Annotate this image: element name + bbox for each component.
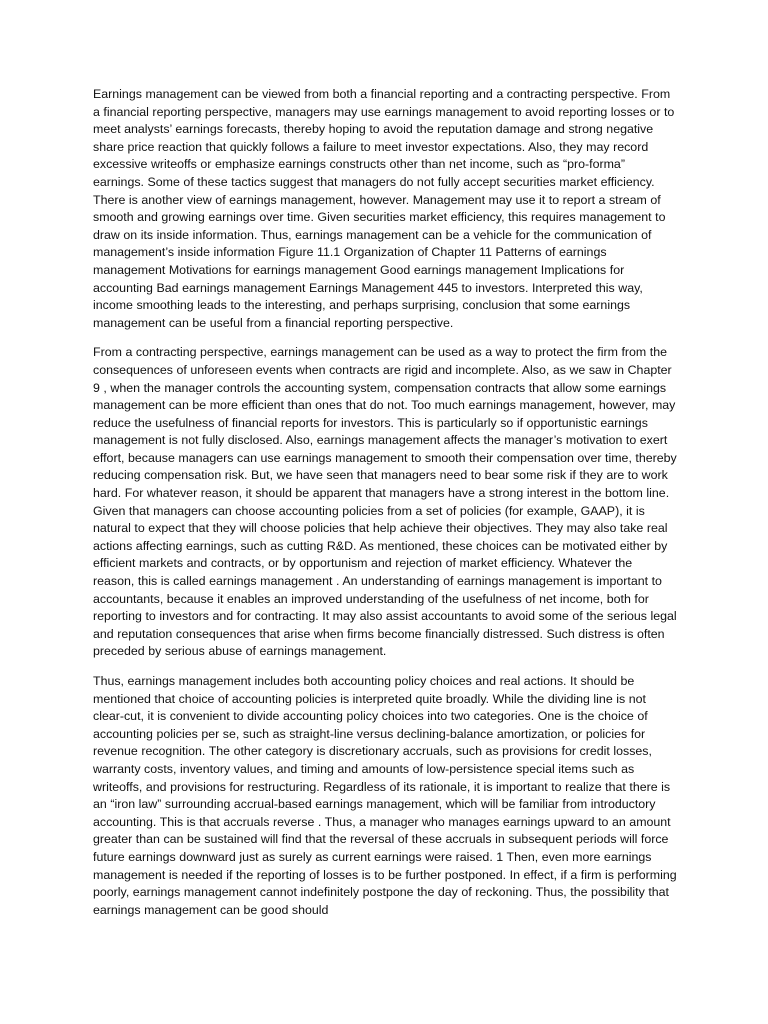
paragraph-3: Thus, earnings management includes both accounting policy choices and real actions. It should be mentioned that choice of accounting policies is interpreted quite broadly. While the dividing line is not clear-cut, it is convenient to divide accounting policy choices into two categories. One is the choice of accounting policies per se, such as straight-line versus declining-balance amortization, or policies for revenue recognition. The other category is discretionary accruals, such as provisions for credit losses, warranty costs, inventory values, and timing and amounts of low-persistence special items such as writeoffs, and provisions for restructuring. Regardless of its rationale, it is important to realize that there is an “iron law” surrounding accrual-based earnings management, which will be familiar from introductory accounting. This is that accruals reverse . Thus, a manager who manages earnings upward to an amount greater than can be sustained will find that the reversal of these accruals in subsequent periods will force future earnings downward just as surely as current earnings were raised. 1 Then, even more earnings management is needed if the reporting of losses is to be further postponed. In effect, if a firm is performing poorly, earnings management cannot indefinitely postpone the day of reckoning. Thus, the possibility that earnings management can be good should: [93, 674, 677, 917]
paragraph-2: From a contracting perspective, earnings management can be used as a way to protect the firm from the consequences of unforeseen events when contracts are rigid and incomplete. Also, as we saw in Chapter 9 , when the manager controls the accounting system, compensation contracts that allow some earnings management can be more efficient than ones that do not. Too much earnings management, however, may reduce the usefulness of financial reports for investors. This is particularly so if opportunistic earnings management is not fully disclosed. Also, earnings management affects the manager’s motivation to exert effort, because managers can use earnings management to smooth their compensation over time, thereby reducing compensation risk. But, we have seen that managers need to bear some risk if they are to work hard. For whatever reason, it should be apparent that managers have a strong interest in the bottom line. Given that managers can choose accounting policies from a set of policies (for example, GAAP), it is natural to expect that they will choose policies that help achieve their objectives. They may also take real actions affecting earnings, such as cutting R&D. As mentioned, these choices can be motivated either by efficient markets and contracts, or by opportunism and rejection of market efficiency. Whatever the reason, this is called earnings management . An understanding of earnings management is important to accountants, because it enables an improved understanding of the usefulness of net income, both for reporting to investors and for contracting. It may also assist accountants to avoid some of the serious legal and reputation consequences that arise when firms become financially distressed. Such distress is often preceded by serious abuse of earnings management.: [93, 345, 677, 659]
document-body: [93, 86, 677, 931]
paragraph-1: Earnings management can be viewed from both a financial reporting and a contracting perspective. From a financial reporting perspective, managers may use earnings management to avoid reporting losses or to meet analysts’ earnings forecasts, thereby hoping to avoid the reputation damage and strong negative share price reaction that quickly follows a failure to meet investor expectations. Also, they may record excessive writeoffs or emphasize earnings constructs other than net income, such as “pro-forma” earnings. Some of these tactics suggest that managers do not fully accept securities market efficiency. There is another view of earnings management, however. Management may use it to report a stream of smooth and growing earnings over time. Given securities market efficiency, this requires management to draw on its inside information. Thus, earnings management can be a vehicle for the communication of management’s inside information Figure 11.1 Organization of Chapter 11 Patterns of earnings management Motivations for earnings management Good earnings management Implications for accounting Bad earnings management Earnings Management 445 to investors. Interpreted this way, income smoothing leads to the interesting, and perhaps surprising, conclusion that some earnings management can be useful from a financial reporting perspective.: [93, 87, 675, 330]
